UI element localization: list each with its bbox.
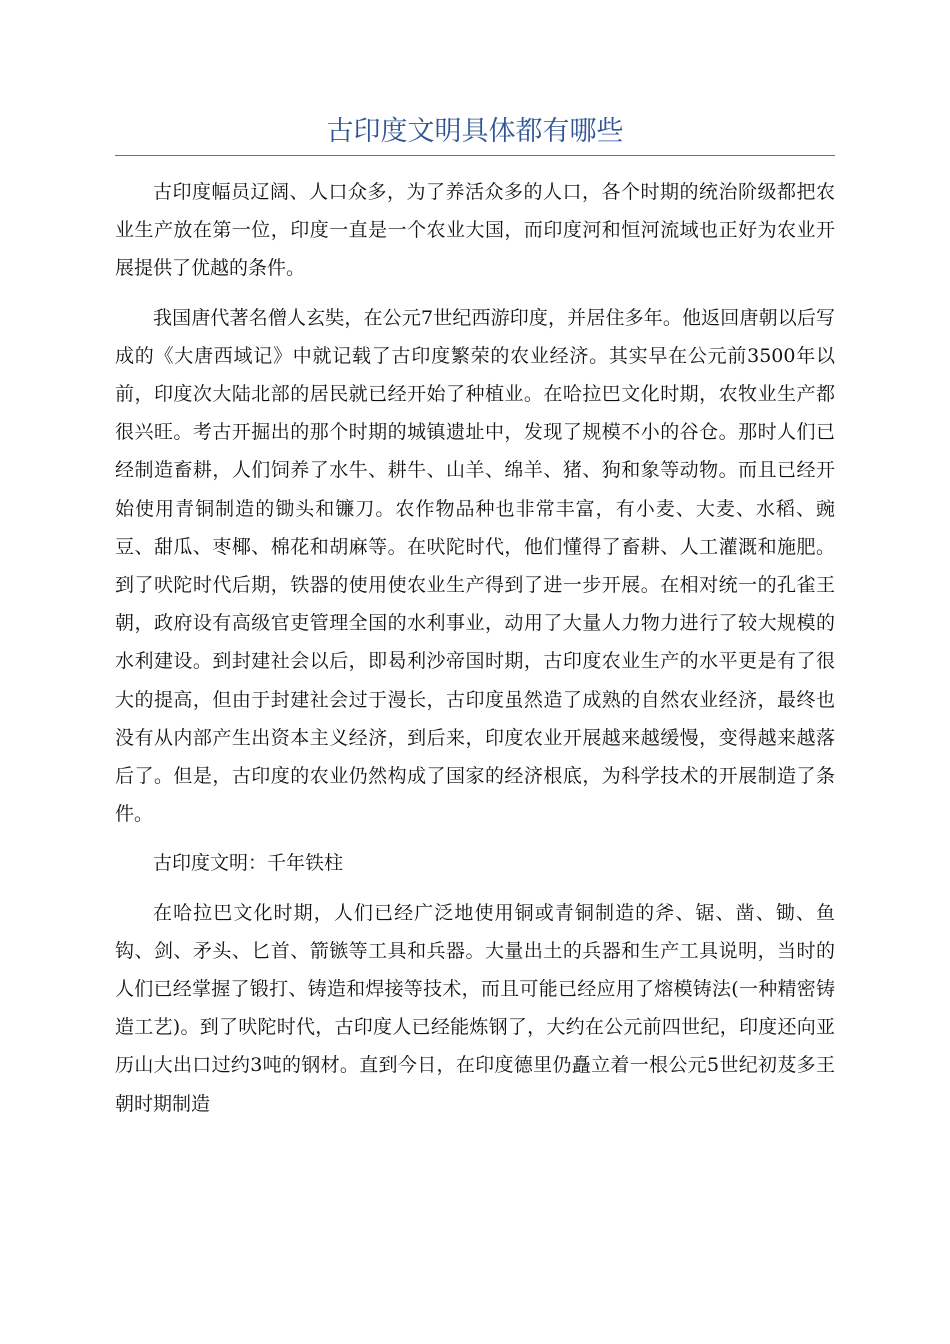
document-body xyxy=(115,173,835,1134)
document-title: 古印度文明具体都有哪些 xyxy=(326,116,624,147)
title-underline xyxy=(115,155,835,156)
paragraph-population: 古印度幅员辽阔、人口众多，为了养活众多的人口，各个时期的统治阶级都把农业生产放在第一位，印度一直是一个农业大国，而印度河和恒河流域也正好为农业开展提供了优越的条件。 xyxy=(115,181,835,280)
paragraph-metallurgy: 在哈拉巴文化时期，人们已经广泛地使用铜或青铜制造的斧、锯、凿、锄、鱼钩、剑、矛头、匕首、箭镞等工具和兵器。大量出土的兵器和生产工具说明，当时的人们已经掌握了锻打、铸造和焊接等技术，而且可能已经应用了熔模铸法(一种精密铸造工艺)。到了吠陀时代，古印度人已经能炼钢了，大约在公元前四世纪，印度还向亚历山大出口过约3吨的钢材。直到今日，在印度德里仍矗立着一根公元5世纪初芨多王朝时期制造 xyxy=(115,901,835,1115)
section-heading-iron-pillar: 古印度文明：千年铁柱 xyxy=(153,852,344,875)
paragraph-agriculture-history: 我国唐代著名僧人玄奘，在公元7世纪西游印度，并居住多年。他返回唐朝以后写成的《大唐西域记》中就记载了古印度繁荣的农业经济。其实早在公元前3500年以前，印度次大陆北部的居民就已经开始了种植业。在哈拉巴文化时期，农牧业生产都很兴旺。考古开掘出的那个时期的城镇遗址中，发现了规模不小的谷仓。那时人们已经制造畜耕，人们饲养了水牛、耕牛、山羊、绵羊、猪、狗和象等动物。而且已经开始使用青铜制造的锄头和镰刀。农作物品种也非常丰富，有小麦、大麦、水稻、豌豆、甜瓜、枣椰、棉花和胡麻等。在吠陀时代，他们懂得了畜耕、人工灌溉和施肥。到了吠陀时代后期，铁器的使用使农业生产得到了进一步开展。在相对统一的孔雀王朝，政府设有高级官吏管理全国的水利事业，动用了大量人力物力进行了较大规模的水利建设。到封建社会以后，即曷利沙帝国时期，古印度农业生产的水平更是有了很大的提高，但由于封建社会过于漫长，古印度虽然造了成熟的自然农业经济，最终也没有从内部产生出资本主义经济，到后来，印度农业开展越来越缓慢，变得越来越落后了。但是，古印度的农业仍然构成了国家的经济根底，为科学技术的开展制造了条件。 xyxy=(115,306,835,826)
